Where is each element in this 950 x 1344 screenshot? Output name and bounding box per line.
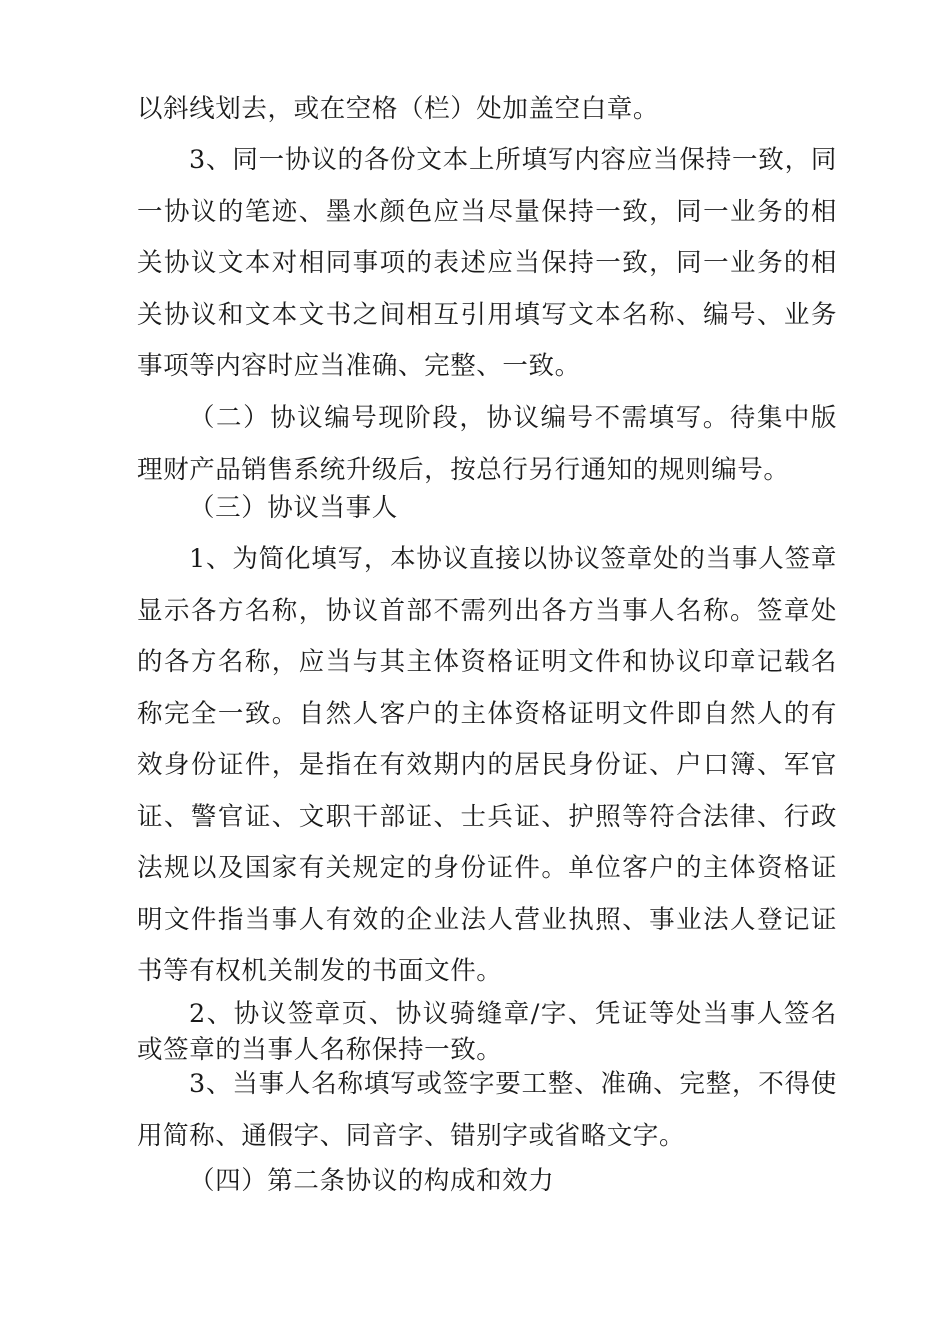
paragraph-name-writing: 3、当事人名称填写或签字要工整、准确、完整，不得使用简称、通假字、同音字、错别字或省略文字。	[137, 1069, 837, 1151]
paragraph-consistency: 3、同一协议的各份文本上所填写内容应当保持一致，同一协议的笔迹、墨水颜色应当尽量保持一致，同一业务的相关协议文本对相同事项的表述应当保持一致，同一业务的相关协议和文本文书之间相互引用填写文本名称、编号、业务事项等内容时应当准确、完整、一致。	[137, 145, 837, 381]
paragraph-party-names: 1、为简化填写，本协议直接以协议签章处的当事人签章显示各方名称，协议首部不需列出各方当事人名称。签章处的各方名称，应当与其主体资格证明文件和协议印章记载名称完全一致。自然人客户的主体资格证明文件即自然人的有效身份证件，是指在有效期内的居民身份证、户口簿、军官证、警官证、文职干部证、士兵证、护照等符合法律、行政法规以及国家有关规定的身份证件。单位客户的主体资格证明文件指当事人有效的企业法人营业执照、事业法人登记证书等有权机关制发的书面文件。	[137, 544, 837, 986]
heading-article-two: （四）第二条协议的构成和效力	[189, 1166, 555, 1196]
heading-parties: （三）协议当事人	[189, 493, 398, 523]
paragraph-signature-consistency: 2、协议签章页、协议骑缝章/字、凭证等处当事人签名或签章的当事人名称保持一致。	[137, 999, 837, 1065]
paragraph-blank-seal: 以斜线划去，或在空格（栏）处加盖空白章。	[137, 94, 660, 124]
paragraph-agreement-number: （二）协议编号现阶段，协议编号不需填写。待集中版理财产品销售系统升级后，按总行另行通知的规则编号。	[137, 403, 837, 485]
